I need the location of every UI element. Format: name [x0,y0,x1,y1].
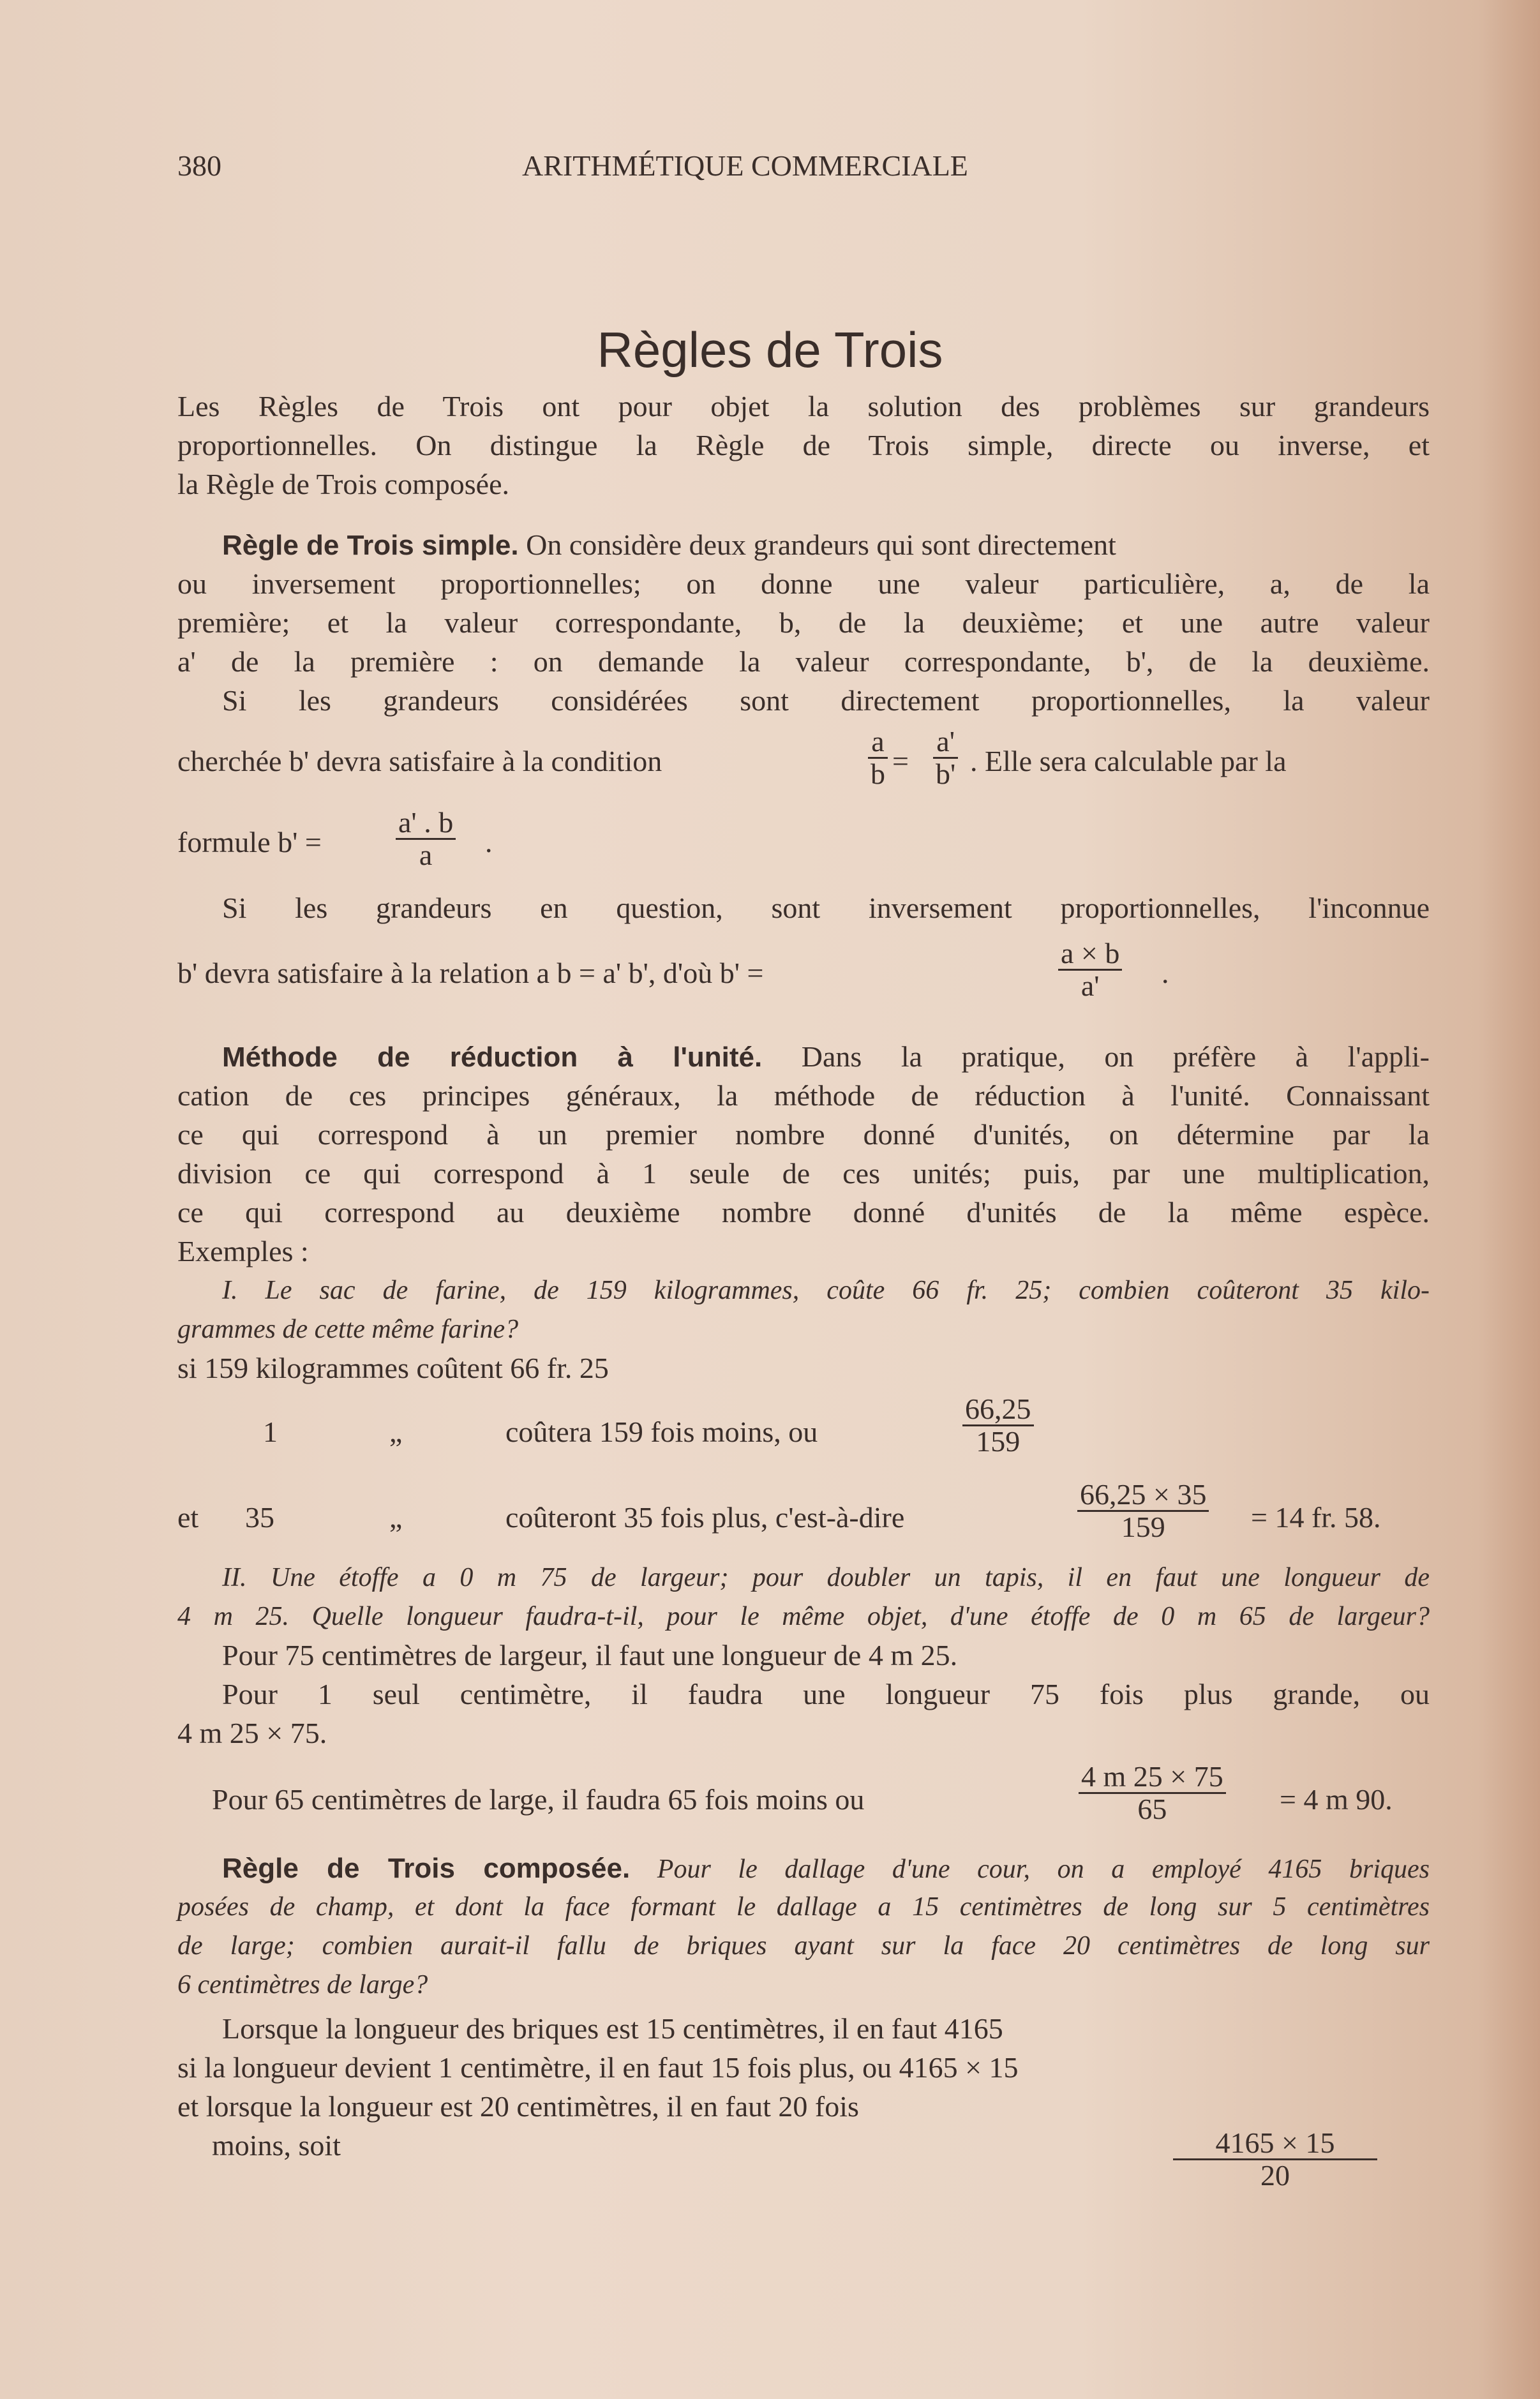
relation-text: b' devra satisfaire à la relation a b = a' b', d'où b' = [177,957,764,989]
reduction-line: division ce qui correspond à 1 seule de ces unités; puis, par une multiplication, [177,1157,1430,1190]
example-1-qty: 1 [263,1416,278,1448]
example-2-fraction [1079,1761,1226,1825]
page-number: 380 [177,149,221,182]
compound-line: Lorsque la longueur des briques est 15 centimètres, il en faut 4165 [222,2012,1003,2045]
fraction-denominator: b' [933,757,958,789]
fraction-numerator: 4165 × 15 [1215,2126,1335,2159]
intro-line: la Règle de Trois composée. [177,468,509,500]
compound-line: moins, soit [212,2129,341,2162]
compound-fraction [1173,2128,1377,2191]
example-2-result: = 4 m 90. [1280,1783,1393,1816]
formula-fraction [396,807,456,871]
ditto-mark: „ [389,1501,403,1534]
fraction-numerator: a' . b [398,806,454,839]
example-2-question: II. Une étoffe a 0 m 75 de largeur; pour doubler un tapis, il en faut une longueur de [222,1563,1430,1592]
compound-line: si la longueur devient 1 centimètre, il en faut 15 fois plus, ou 4165 × 15 [177,2051,1019,2084]
fraction-numerator: a × b [1061,937,1120,969]
reduction-heading: Méthode de réduction à l'unité. [222,1042,763,1073]
fraction-numerator: 66,25 × 35 [1080,1478,1207,1511]
fraction-numerator: a' [936,725,955,758]
fraction-denominator: a [396,838,456,871]
fraction-numerator: 4 m 25 × 75 [1081,1760,1223,1793]
condition-fraction-1 [868,726,888,789]
example-1-question: grammes de cette même farine? [177,1315,519,1344]
example-1-question: I. Le sac de farine, de 159 kilogrammes, coûte 66 fr. 25; combien coûteront 35 kilo- [222,1276,1430,1305]
running-title: ARITHMÉTIQUE COMMERCIALE [522,149,968,182]
compound-question: de large; combien aurait-il fallu de briques ayant sur la face 20 centimètres de long sur [177,1931,1430,1961]
simple-rule-line: a' de la première : on demande la valeur correspondante, b', de la deuxième. [177,645,1430,678]
equals-sign: = [892,745,909,777]
period: . [485,826,493,858]
example-2-line: Pour 65 centimètres de large, il faudra 65 fois moins ou [212,1783,865,1816]
example-1-et: et [177,1501,199,1534]
simple-rule-text: On considère deux grandeurs qui sont directement [518,528,1116,561]
example-1-fraction-2 [1077,1479,1209,1543]
example-2-line: Pour 75 centimètres de largeur, il faut une longueur de 4 m 25. [222,1639,958,1671]
relation-fraction [1058,938,1122,1001]
reduction-first-line [222,1039,1430,1075]
inverse-line: Si les grandeurs en question, sont inversement proportionnelles, l'inconnue [222,892,1430,924]
intro-line: Les Règles de Trois ont pour objet la solution des problèmes sur grandeurs [177,390,1430,422]
compound-question: 6 centimètres de large? [177,1970,428,1999]
compound-heading: Règle de Trois composée. [222,1853,631,1884]
compound-first-line [222,1850,1430,1887]
example-1-line: si 159 kilogrammes coûtent 66 fr. 25 [177,1352,609,1384]
reduction-line: cation de ces principes généraux, la méthode de réduction à l'unité. Connaissant [177,1079,1430,1112]
ditto-mark: „ [389,1416,403,1448]
compound-question: posées de champ, et dont la face formant le dallage a 15 centimètres de long sur 5 centimètres [177,1892,1430,1922]
section-title: Règles de Trois [597,322,943,378]
example-2-line: 4 m 25 × 75. [177,1717,327,1749]
condition-text: cherchée b' devra satisfaire à la condition [177,745,662,777]
fraction-denominator: 20 [1173,2158,1377,2191]
condition-fraction-2 [933,726,958,789]
compound-question: Pour le dallage d'une cour, on a employé 4165 briques [630,1855,1430,1884]
condition-text-post: . Elle sera calculable par la [970,745,1287,777]
example-1-text: coûteront 35 fois plus, c'est-à-dire [505,1501,905,1534]
reduction-text: Dans la pratique, on préfère à l'appli- [762,1040,1430,1073]
fraction-numerator: 66,25 [965,1393,1031,1425]
fraction-denominator: a' [1058,969,1122,1001]
fraction-denominator: 159 [1077,1510,1209,1543]
period: . [1162,957,1169,989]
fraction-denominator: 65 [1079,1792,1226,1825]
example-1-fraction-1 [962,1394,1034,1457]
fraction-numerator: a [871,725,885,758]
direct-line: Si les grandeurs considérées sont directement proportionnelles, la valeur [222,684,1430,717]
fraction-denominator: 159 [962,1424,1034,1457]
fraction-denominator: b [868,757,888,789]
simple-rule-line: ou inversement proportionnelles; on donne une valeur particulière, a, de la [177,567,1430,600]
examples-label: Exemples : [177,1235,309,1267]
reduction-line: ce qui correspond au deuxième nombre donné d'unités de la même espèce. [177,1196,1430,1229]
compound-line: et lorsque la longueur est 20 centimètres, il en faut 20 fois [177,2090,859,2123]
example-2-line: Pour 1 seul centimètre, il faudra une longueur 75 fois plus grande, ou [222,1678,1430,1710]
example-1-result: = 14 fr. 58. [1251,1501,1381,1534]
example-1-qty: 35 [245,1501,274,1534]
simple-rule-line: première; et la valeur correspondante, b, de la deuxième; et une autre valeur [177,606,1430,639]
example-1-text: coûtera 159 fois moins, ou [505,1416,818,1448]
example-2-question: 4 m 25. Quelle longueur faudra-t-il, pour le même objet, d'une étoffe de 0 m 65 de largeur? [177,1602,1430,1631]
intro-line: proportionnelles. On distingue la Règle de Trois simple, directe ou inverse, et [177,429,1430,461]
simple-rule-first-line [222,527,1430,564]
reduction-line: ce qui correspond à un premier nombre donné d'unités, on détermine par la [177,1118,1430,1151]
formula-text: formule b' = [177,826,322,858]
simple-rule-heading: Règle de Trois simple. [222,530,519,561]
